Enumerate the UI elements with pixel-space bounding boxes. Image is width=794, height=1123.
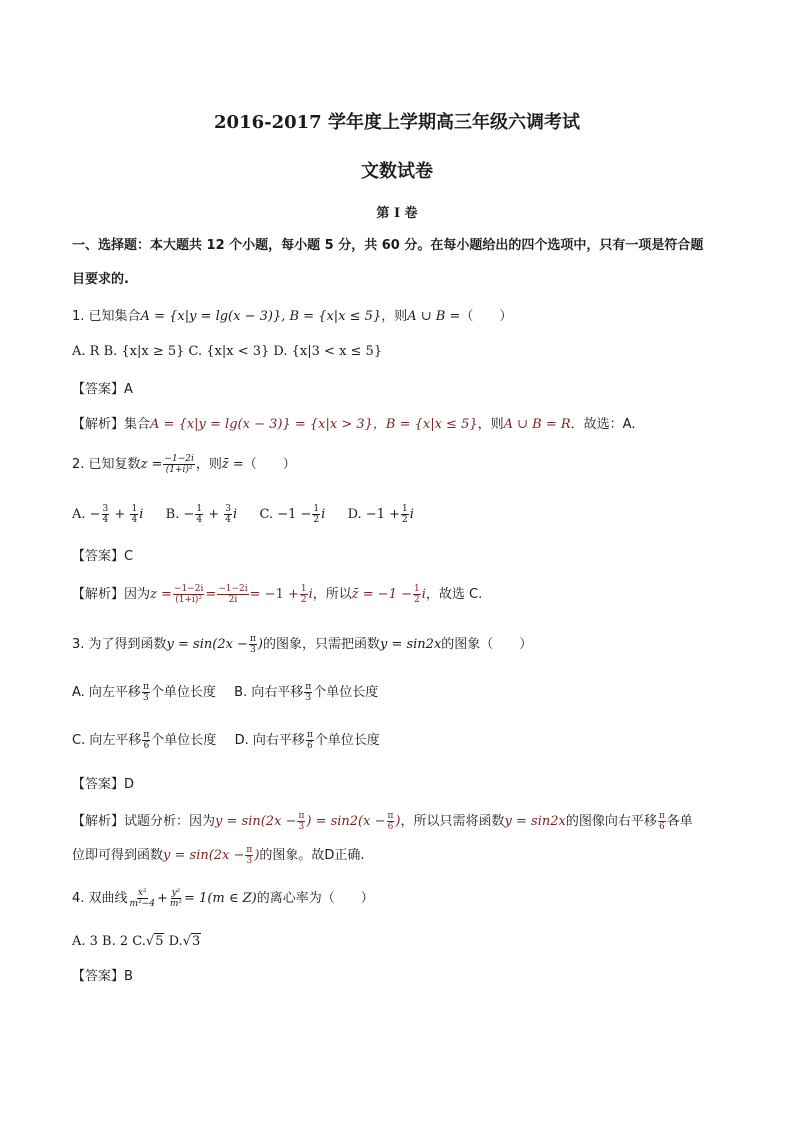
q1-stem-text-2: ，则 xyxy=(381,309,408,324)
question-4-options xyxy=(72,932,201,952)
q3-func-frac xyxy=(249,634,257,655)
q3-analysis-math-4b: ) xyxy=(254,848,260,863)
q2-stem-text: 2. 已知复数 xyxy=(72,457,141,472)
q2-denominator: (1+i)² xyxy=(165,465,193,475)
frac-den: 2 xyxy=(414,595,420,605)
q1-answer-value: A xyxy=(124,382,133,397)
section-instructions-line1: 一、选择题：本大题共 12 个小题，每小题 5 分，共 60 分。在每小题给出的四个选项中，只有一项是符合题 xyxy=(72,238,704,253)
frac-den: 6 xyxy=(658,822,665,832)
question-2-analysis xyxy=(72,584,482,605)
question-4-stem xyxy=(72,888,374,909)
frac-den: 3 xyxy=(298,822,305,832)
question-2-answer xyxy=(72,547,133,567)
question-1-analysis xyxy=(72,415,635,435)
frac-num: π xyxy=(249,634,256,644)
q2-z: z = xyxy=(140,457,163,472)
q3-option-d-unit: 个单位长度 xyxy=(314,733,380,748)
q1-union: A ∪ B = xyxy=(407,309,461,324)
frac-den: 4 xyxy=(196,515,203,525)
q1-options-text: A. R B. {x|x ≥ 5} C. {x|x < 3} D. {x|3 < x ≤ 5} xyxy=(72,344,383,359)
answer-label: 【答案】 xyxy=(72,549,125,564)
frac-num: y² xyxy=(171,888,181,898)
question-2-options xyxy=(72,504,414,525)
q3-option-a-unit: 个单位长度 xyxy=(150,685,216,700)
frac-den: 3 xyxy=(143,693,149,703)
q2-analysis-frac3 xyxy=(300,584,308,605)
q2-option-d-i: i xyxy=(409,507,414,522)
q2-analysis-frac2 xyxy=(217,584,248,605)
volume-label: 第 I 卷 xyxy=(376,206,418,221)
frac-den: 2 xyxy=(300,595,307,605)
q3-analysis-frac1 xyxy=(297,811,305,832)
question-1-stem xyxy=(72,307,512,327)
q3-func-close: ) xyxy=(257,637,263,652)
q3-option-d: D. 向右平移 xyxy=(234,733,305,748)
analysis-label: 【解析】 xyxy=(72,587,125,602)
question-3-options-row2 xyxy=(72,730,380,751)
frac-num: 3 xyxy=(225,504,231,514)
q2-option-d: D. −1 + xyxy=(347,507,400,522)
frac-num: −1−2i xyxy=(218,584,248,594)
question-4-answer xyxy=(72,967,133,987)
frac-num: π xyxy=(658,811,665,821)
q4-sqrt-5: √5 xyxy=(145,934,164,949)
question-1-options xyxy=(72,342,382,362)
q1-sets: A = {x|y = lg(x − 3)}, B = {x|x ≤ 5} xyxy=(140,309,382,324)
q2-option-a: A. − xyxy=(72,507,101,522)
frac-den: m²−4 xyxy=(129,899,155,909)
frac-den: 2 xyxy=(402,515,408,525)
frac-num: 1 xyxy=(300,584,307,594)
q4-plus: + xyxy=(156,891,168,906)
q3-analysis-text-2: ，所以只需将函数 xyxy=(400,814,505,829)
q3-stem-text-2: 的图象，只需把函数 xyxy=(262,637,380,652)
frac-den: 4 xyxy=(131,515,138,525)
q3-analysis-frac3 xyxy=(658,811,666,832)
q3-analysis-text-4: 各单 xyxy=(666,814,693,829)
question-1-answer xyxy=(72,380,133,400)
q3-option-d-frac xyxy=(306,730,314,751)
question-3-options-row1 xyxy=(72,682,378,703)
q3-answer-value: D xyxy=(124,777,135,792)
q2-answer-value: C xyxy=(124,549,134,564)
q2-analysis-zbar: z̄ = −1 − xyxy=(351,587,412,602)
exam-subtitle: 文数试卷 xyxy=(361,161,433,182)
frac-den: 3 xyxy=(305,693,312,703)
exam-title: 2016-2017 学年度上学期高三年级六调考试 xyxy=(214,112,580,133)
q2-analysis-frac1 xyxy=(173,584,204,605)
q2-analysis-i: i xyxy=(308,587,313,602)
frac-den: 3 xyxy=(250,645,256,655)
question-2-stem xyxy=(72,454,296,475)
frac-num: π xyxy=(306,730,313,740)
q3-option-c-unit: 个单位长度 xyxy=(151,733,217,748)
q1-analysis-math-2: A ∪ B = R xyxy=(503,417,571,432)
q1-stem-text: 1. 已知集合 xyxy=(72,309,141,324)
q3-option-b-unit: 个单位长度 xyxy=(313,685,379,700)
answer-label: 【答案】 xyxy=(72,969,125,984)
analysis-label: 【解析】 xyxy=(72,814,125,829)
q3-func-2: y = sin2x xyxy=(379,637,442,652)
q2-option-a-frac1 xyxy=(102,504,110,525)
q2-fraction xyxy=(163,454,194,475)
q2-analysis-eq: = xyxy=(205,587,217,602)
q4-sqrt-3: √3 xyxy=(182,934,201,949)
frac-num: x² xyxy=(137,888,147,898)
q3-option-b-frac xyxy=(304,682,312,703)
frac-num: 1 xyxy=(313,504,320,514)
q2-analysis-z: z = xyxy=(150,587,172,602)
frac-num: π xyxy=(305,682,312,692)
q2-analysis-text-2: ，所以 xyxy=(312,587,352,602)
q1-analysis-text: 集合 xyxy=(124,417,151,432)
q2-stem-text-2: ，则 xyxy=(195,457,222,472)
q4-answer-value: B xyxy=(124,969,133,984)
answer-label: 【答案】 xyxy=(72,382,125,397)
frac-den: 6 xyxy=(306,741,313,751)
q3-option-a: A. 向左平移 xyxy=(72,685,141,700)
section-instructions-line2: 目要求的. xyxy=(72,272,129,287)
q3-option-a-frac xyxy=(142,682,150,703)
answer-label: 【答案】 xyxy=(72,777,125,792)
q2-option-b-i: i xyxy=(233,507,238,522)
frac-num: π xyxy=(142,682,149,692)
q1-analysis-math: A = {x|y = lg(x − 3)} = {x|x > 3}，B = {x|x ≤ 5} xyxy=(150,417,478,432)
q2-analysis-text-3: ，故选 C. xyxy=(425,587,483,602)
q2-paren: （ ） xyxy=(243,457,296,472)
q3-analysis-math-4: y = sin(2x − xyxy=(163,848,245,863)
frac-num: π xyxy=(387,811,394,821)
q4-equation: = 1(m ∈ Z) xyxy=(184,891,257,906)
q4-frac1 xyxy=(129,888,156,909)
frac-num: 1 xyxy=(196,504,203,514)
q4-stem-text-2: 的离心率为 xyxy=(256,891,322,906)
q4-options-text: A. 3 B. 2 C. xyxy=(72,934,146,949)
q2-analysis-text: 因为 xyxy=(124,587,151,602)
q3-stem-text-3: 的图象 xyxy=(441,637,481,652)
frac-num: 1 xyxy=(414,584,420,594)
q1-analysis-text-3: ．故选：A. xyxy=(570,417,636,432)
q2-option-a-i: i xyxy=(139,507,144,522)
frac-den: (1+i)² xyxy=(175,595,202,605)
frac-den: 2i xyxy=(228,595,238,605)
frac-num: 3 xyxy=(102,504,109,514)
q3-analysis-text-5: 位即可得到函数 xyxy=(72,848,164,863)
frac-num: −1−2i xyxy=(173,584,204,594)
q3-option-c-frac xyxy=(142,730,150,751)
q2-option-a-plus: + xyxy=(110,507,130,522)
frac-num: π xyxy=(143,730,150,740)
q3-analysis-math-c: ) xyxy=(395,814,401,829)
q2-analysis-frac4 xyxy=(413,584,421,605)
q3-analysis-text-3: 的图像向右平移 xyxy=(565,814,657,829)
q3-analysis-math-b: ) = sin2(x − xyxy=(306,814,386,829)
q2-option-b-frac1 xyxy=(195,504,203,525)
q3-option-b: B. 向右平移 xyxy=(234,685,304,700)
q1-paren: （ ） xyxy=(460,309,513,324)
q2-option-c: C. −1 − xyxy=(259,507,312,522)
frac-den: m² xyxy=(169,899,183,909)
q3-paren: （ ） xyxy=(480,637,533,652)
q3-analysis-text-6: 的图象。故D正确. xyxy=(259,848,365,863)
question-3-stem xyxy=(72,634,532,655)
q3-analysis-frac4 xyxy=(245,845,253,866)
frac-num: π xyxy=(298,811,305,821)
frac-den: 4 xyxy=(225,515,231,525)
q3-analysis-frac2 xyxy=(387,811,395,832)
q3-analysis-math: y = sin(2x − xyxy=(215,814,297,829)
q2-option-b-plus: + xyxy=(204,507,224,522)
frac-num: 1 xyxy=(131,504,138,514)
frac-den: 2 xyxy=(313,515,320,525)
frac-den: 4 xyxy=(102,515,109,525)
radicand: 3 xyxy=(192,934,201,949)
frac-num: π xyxy=(246,845,253,855)
q2-option-a-frac2 xyxy=(130,504,138,525)
q1-analysis-text-2: ，则 xyxy=(477,417,504,432)
frac-num: 1 xyxy=(402,504,408,514)
frac-den: 6 xyxy=(143,741,150,751)
question-3-analysis-line2 xyxy=(72,845,365,866)
frac-den: 3 xyxy=(246,856,253,866)
question-3-answer xyxy=(72,775,134,795)
analysis-label: 【解析】 xyxy=(72,417,125,432)
q2-option-b: B. − xyxy=(165,507,195,522)
q2-option-b-frac2 xyxy=(224,504,232,525)
question-3-analysis-line1 xyxy=(72,811,693,832)
q3-analysis-math-2: y = sin2x xyxy=(504,814,566,829)
q2-option-d-frac xyxy=(401,504,409,525)
radicand: 5 xyxy=(155,934,164,949)
q3-option-c: C. 向左平移 xyxy=(72,733,142,748)
q2-analysis-i-2: i xyxy=(421,587,426,602)
q2-analysis-result: = −1 + xyxy=(249,587,299,602)
q4-options-text-2: D. xyxy=(164,934,183,949)
frac-den: 6 xyxy=(387,822,394,832)
q4-paren: （ ） xyxy=(321,891,374,906)
q3-stem-text: 3. 为了得到函数 xyxy=(72,637,167,652)
q3-func: y = sin(2x − xyxy=(166,637,248,652)
q2-numerator: −1−2i xyxy=(164,454,194,464)
q4-stem-text: 4. 双曲线 xyxy=(72,891,128,906)
q4-frac2 xyxy=(169,888,183,909)
q2-option-c-frac xyxy=(312,504,320,525)
q2-option-c-i: i xyxy=(321,507,326,522)
q3-analysis-text: 试题分析：因为 xyxy=(124,814,216,829)
q2-zbar: z̄ = xyxy=(221,457,244,472)
